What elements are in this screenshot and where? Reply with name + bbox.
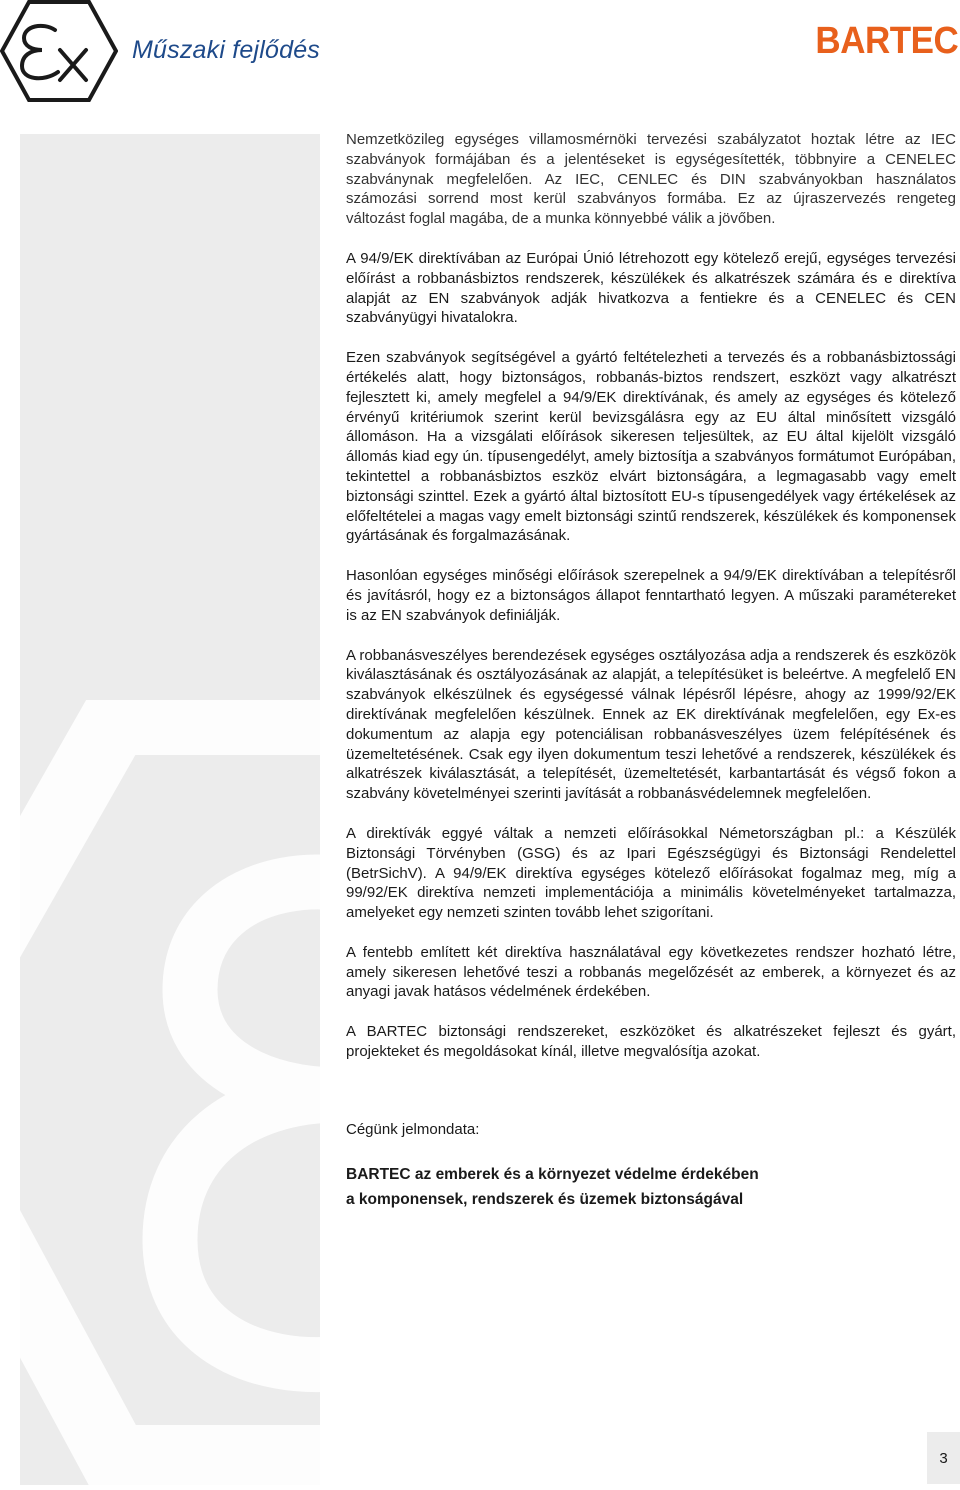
motto-line: BARTEC az emberek és a környezet védelme érdekében — [346, 1165, 759, 1183]
paragraph-intro: Nemzetközileg egységes villamosmérnöki tervezési szabályzatot hoztak létre az IEC szabványok formájában és a jelentéseket is egységesítették, többnyire a CENELEC szabványnak megfelelően. Az IEC, CENLEC és DIN szabványokban használatos számozási sorrend most kerül szabványos formába. Ez az újraszervezés rengeteg változást foglal magába, de a munka könnyebbé válik a jövőben. — [346, 131, 956, 228]
main-content — [346, 130, 956, 1212]
paragraph: A robbanásveszélyes berendezések egységes osztályozása adja a rendszerek és eszközök kiválasztásának és osztályozásának az alapját, a telepítésüket is beleértve. A megfelelő EN szabványok elkészülnek és egységessé válnak lépésről lépésre, ahogy az 1999/92/EK direktívának megfelelően készülnek. Ennek az EK direktívának megfelelően, egy Ex-es dokumentum az alapja egy potenciálisan robbanásveszélyes üzem felépítésének és üzemeltetésének. Csak egy ilyen dokumentum teszi lehetővé a rendszerek, készülékek és alkatrészek kiválasztását, a telepítését, üzemeltetését, karbantartását és végső fokon a szabvány követelményei szerinti javítását a robbanásvédelemnek megfelelően. — [346, 646, 956, 803]
bartec-logo: BARTEC — [815, 20, 958, 62]
paragraph: A BARTEC biztonsági rendszereket, eszközöket és alkatrészeket fejleszt és gyárt, projekteket és megoldásokat kínál, illetve megvalósítja azokat. — [346, 1023, 956, 1061]
paragraph: A fentebb említett két direktíva használatával egy következetes rendszer hozható létre, amely sikeresen lehetővé teszi a robbanás megelőzését az emberek, a környezet és az anyagi javak hatásos védelmének érdekében. — [346, 943, 956, 1001]
paragraph: Ezen szabványok segítségével a gyártó feltételezheti a tervezés és a robbanásbiztossági értékelés alatt, hogy biztonságos, robbanás-biztos rendszert, eszközt vagy alkatrészt fejlesztett ki, amely megfelel a 94/9/EK direktívának, és amely az egységes és kötelező érvényű kritériumok szerint kerül bevizsgálásra egy az EU által minősített vizsgáló állomáson. Ha a vizsgálati előírások sikeresen teljesültek, az EU által kijelölt vizsgáló állomás kiad egy ún. típusengedélyt, amely biztosítja a szabványos formátumot Európában, tekintettel a robbanásbiztos eszköz elvárt biztonságára, a legmagasabb vagy emelt biztonsági szinttel. Ezek a gyártó által biztosított EU-s típusengedélyek vagy értékelések az előfeltételei a magas vagy emelt biztonsági szintű rendszerek, készülékek és komponensek gyártásának és forgalmazásának. — [346, 349, 956, 545]
motto-label: Cégünk jelmondata: — [346, 1120, 480, 1138]
paragraph: Hasonlóan egységes minőségi előírások szerepelnek a 94/9/EK direktívában a telepítésről és javításról, hogy ez a biztonságos állapot fenntartható legyen. A műszaki paramétereket is az EN szabványok definiálják. — [346, 567, 956, 624]
ex-hexagon-icon — [0, 0, 118, 102]
page-number: 3 — [927, 1432, 960, 1484]
company-motto — [346, 1162, 956, 1212]
page-title: Műszaki fejlődés — [132, 36, 321, 64]
paragraph: A direktívák eggyé váltak a nemzeti előírásokkal Németországban pl.: a Készülék Biztonsági Törvényben (GSG) és az Ipari Egészségügyi és Biztonsági Rendelettel (BetrSichV). A 94/9/EK direktíva egységes kötelező előírásokat fogalmaz meg, míg a 99/92/EK direktíva nemzeti implementációja a minimális követelményeket tartalmazza, amelyeket egy nemzeti szinten tovább lehet szigorítani. — [346, 824, 956, 922]
motto-line: a komponensek, rendszerek és üzemek biztonságával — [346, 1190, 744, 1208]
paragraph: A 94/9/EK direktívában az Európai Únió létrehozott egy kötelező erejű, egységes tervezési előírást a robbanásbiztos rendszerek, készülékek és alkatrészek számára és e direktíva alapját az EN szabványok adják hivatkozva a fentiekre és a CENELEC és CEN szabványügyi hivatalokra. — [346, 249, 956, 327]
